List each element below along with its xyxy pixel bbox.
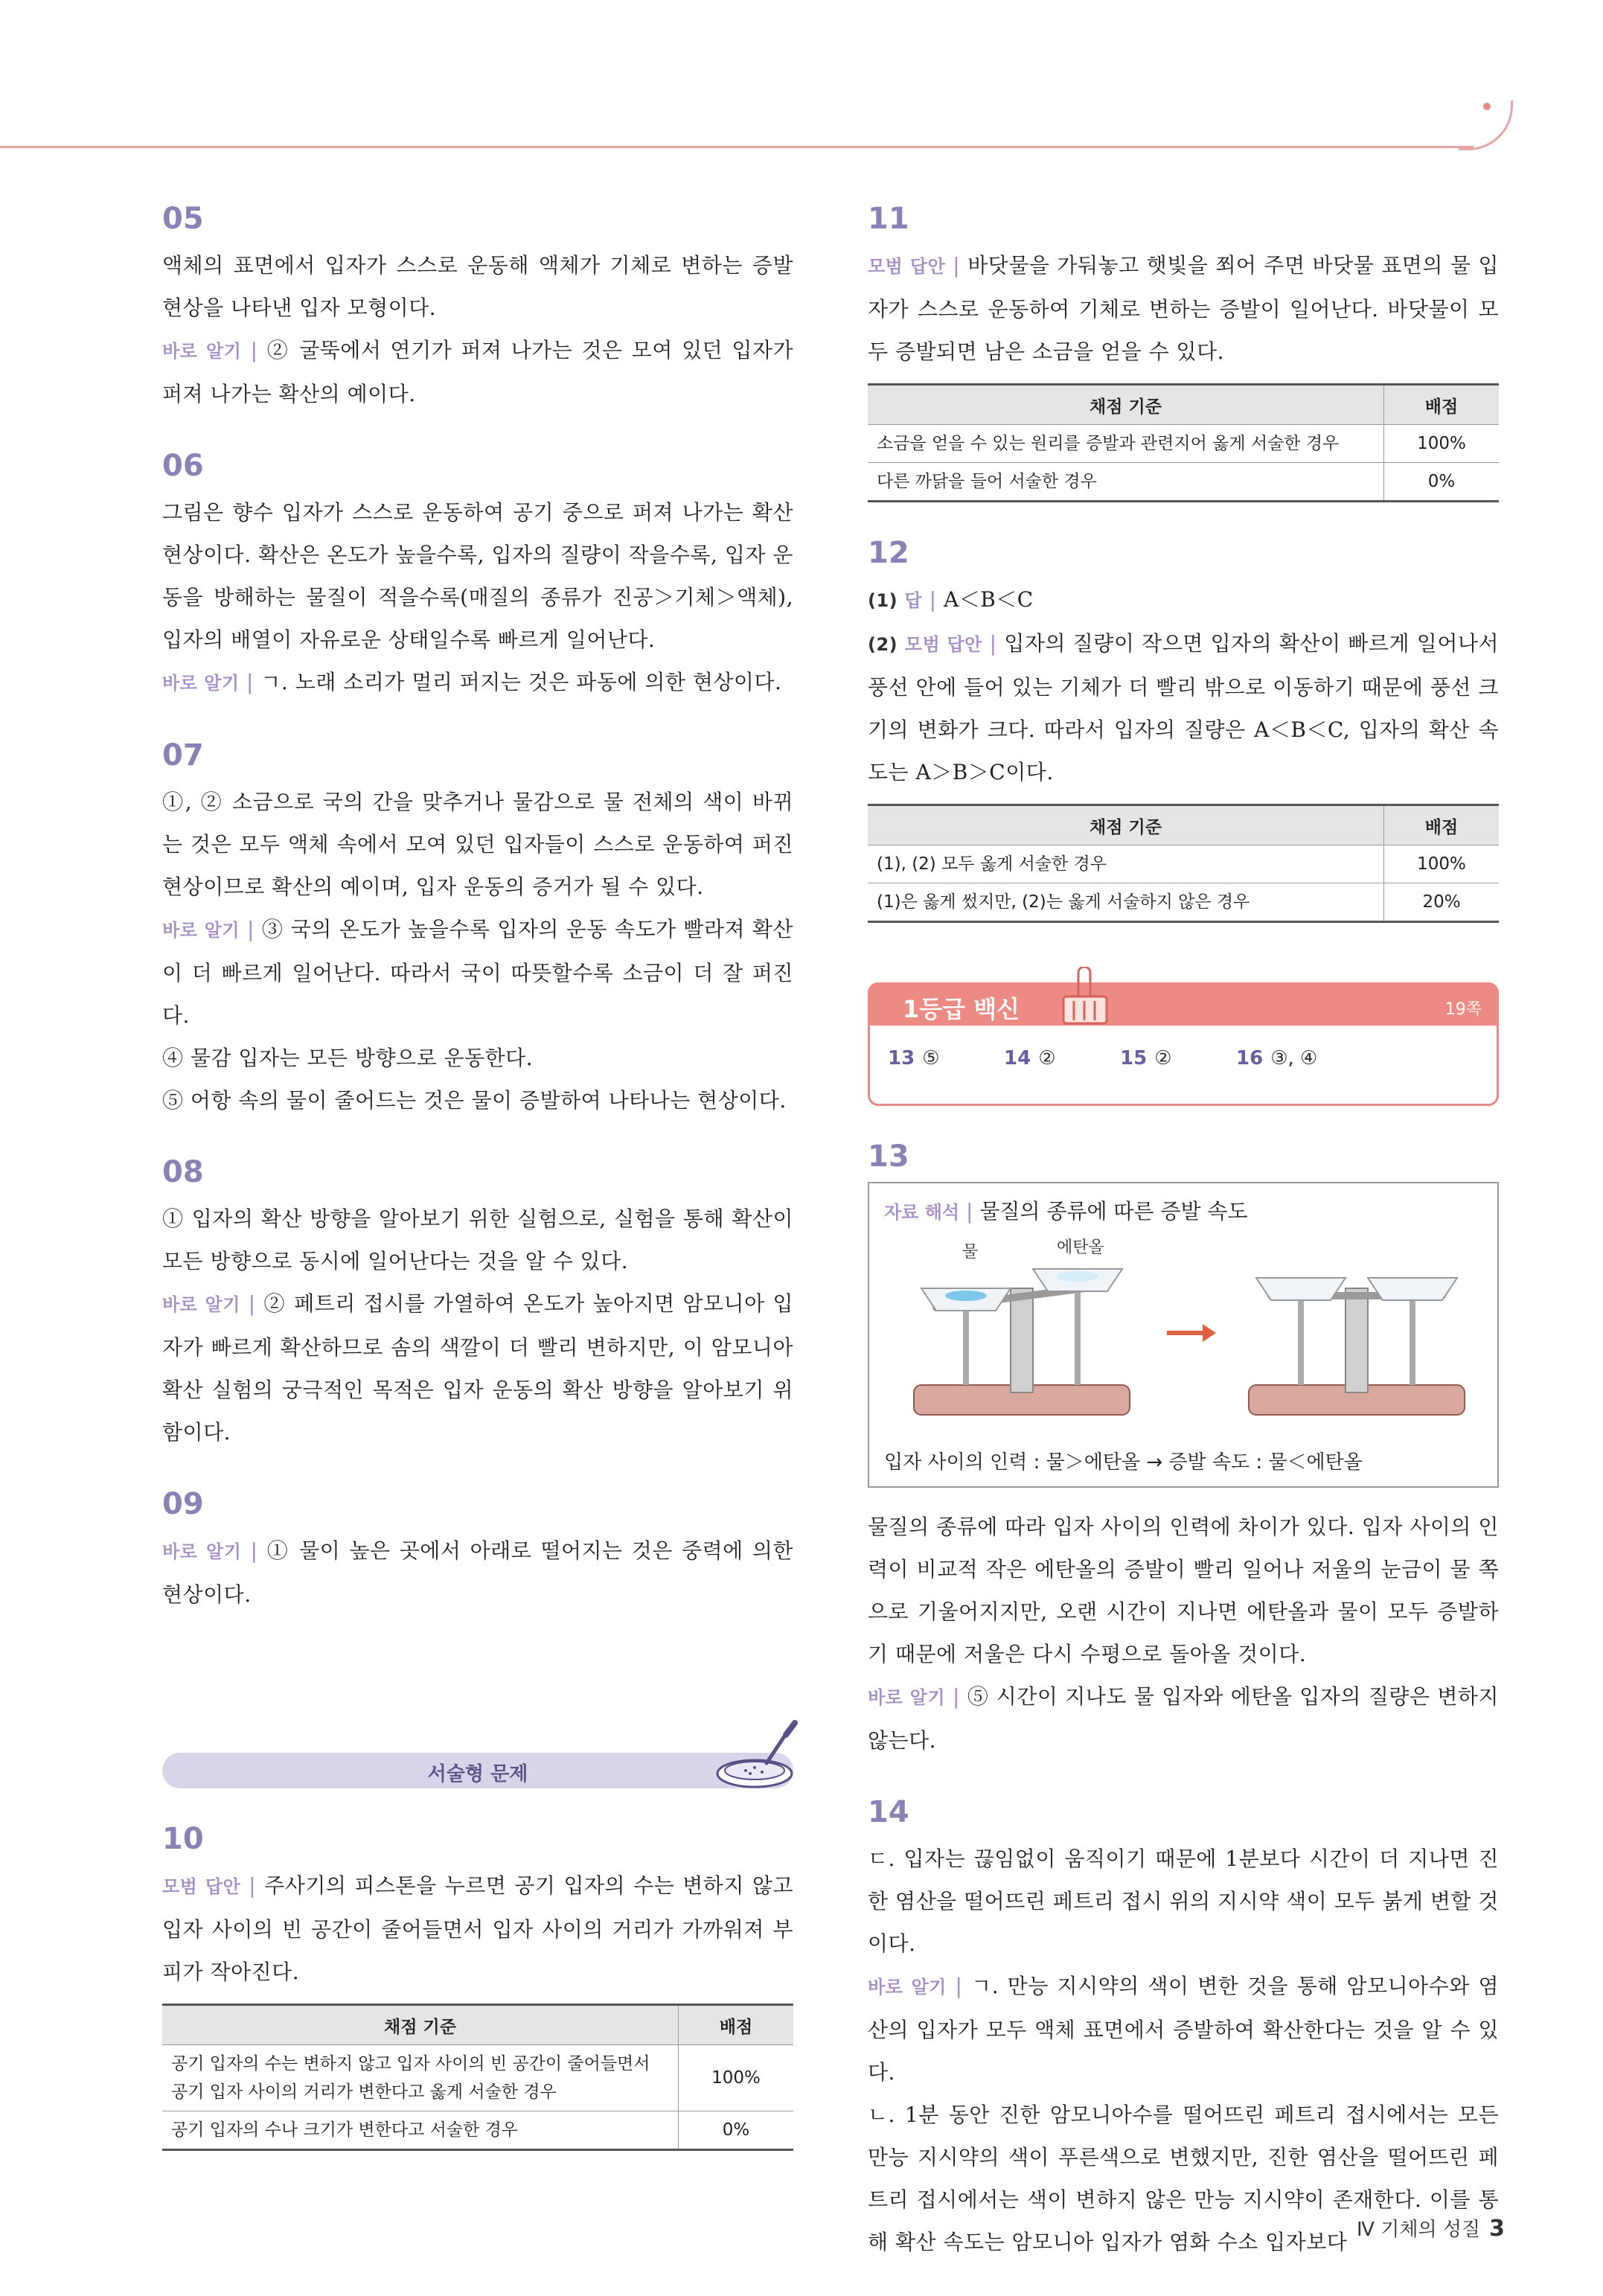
explanation-text: 물질의 종류에 따라 입자 사이의 인력에 차이가 있다. 입자 사이의 인력이 비교적 작은 에탄올의 증발이 빨리 일어나 저울의 눈금이 물 쪽으로 기울어지지만, 오랜 시간이 지나면 에탄올과 물이 모두 증발하기 때문에 저울은 다시 수평으로 돌아올 것이다. <box>868 1515 1499 1666</box>
question-07 <box>162 738 793 1122</box>
bar-text: ㄱ. 만능 지시약의 색이 변한 것을 통해 암모니아수와 염산의 입자가 모두 액체 표면에서 증발하여 확산한다는 것을 알 수 있다. <box>868 1974 1499 2085</box>
question-number: 07 <box>162 738 204 773</box>
header-rule <box>0 146 1474 148</box>
ethanol-label: 에탄올 <box>1057 1238 1104 1257</box>
grade-answer <box>1004 1047 1056 1069</box>
criteria-cell: (1), (2) 모두 옳게 서술한 경우 <box>868 845 1384 883</box>
bar-note: 바로 알기 | ⑤ 시간이 지나도 물 입자와 에탄올 입자의 질량은 변하지 않는다. <box>868 1684 1500 1753</box>
question-number: 09 <box>162 1487 204 1521</box>
model-label: 모범 답안 <box>162 1876 241 1897</box>
criteria-header: 채점 기준 <box>868 805 1384 845</box>
explanation-text: 액체의 표면에서 입자가 스스로 운동해 액체가 기체로 변하는 증발 현상을 나타낸 입자 모형이다. <box>162 253 793 320</box>
data-label: 자료 해석 <box>884 1202 960 1223</box>
model-text: 바닷물을 가둬놓고 햇빛을 쬐어 주면 바닷물 표면의 물 입자가 스스로 운동하여 기체로 변하는 증발이 일어난다. 바닷물이 모두 증발되면 남은 소금을 얻을 수 있다. <box>868 253 1500 364</box>
question-05 <box>162 201 793 415</box>
data-caption-text: 물질의 종류에 따른 증발 속도 <box>979 1199 1248 1224</box>
question-12 <box>868 535 1499 923</box>
part-number: (1) <box>868 590 898 611</box>
bar-text: ② 페트리 접시를 가열하여 온도가 높아지면 암모니아 입자가 빠르게 확산하므로 솜의 색깔이 더 빨리 변하지만, 이 암모니아 확산 실험의 궁극적인 목적은 입자 운동의 확산 방향을 알아보기 위함이다. <box>162 1291 793 1445</box>
explanation-text: ㄷ. 입자는 끊임없이 움직이기 때문에 1분보다 시간이 더 지나면 진한 염산을 떨어뜨린 페트리 접시 위의 지시약 색이 모두 붉게 변할 것이다. <box>868 1846 1499 1956</box>
left-column <box>162 201 793 2184</box>
part-1-answer: (1) 답 | A＜B＜C <box>868 587 1034 612</box>
bar-text: ① 물이 높은 곳에서 아래로 떨어지는 것은 중력에 의한 현상이다. <box>162 1538 793 1607</box>
chapter-title: Ⅳ 기체의 성질 <box>1357 2219 1481 2241</box>
bar-label: 바로 알기 <box>162 920 240 941</box>
criteria-cell: 공기 입자의 수는 변하지 않고 입자 사이의 빈 공간이 줄어들면서 공기 입자 사이의 거리가 변한다고 옳게 서술한 경우 <box>162 2045 679 2111</box>
table-row <box>868 845 1499 883</box>
points-header: 배점 <box>679 2005 794 2045</box>
question-13 <box>868 1139 1499 1762</box>
right-column <box>868 201 1499 2296</box>
bar-label: 바로 알기 <box>162 1541 242 1562</box>
question-number: 14 <box>868 1795 909 1829</box>
bar-text: ② 굴뚝에서 연기가 퍼져 나가는 것은 모여 있던 입자가 퍼져 나가는 확산의 예이다. <box>162 338 793 406</box>
water-label: 물 <box>962 1243 979 1261</box>
data-conclusion: 입자 사이의 인력 : 물＞에탄올 → 증발 속도 : 물＜에탄올 <box>884 1451 1363 1474</box>
page-footer <box>1357 2214 1505 2242</box>
scoring-table <box>868 804 1499 923</box>
points-cell: 100% <box>679 2045 794 2111</box>
grade-answer <box>1236 1047 1317 1069</box>
answer-number: 16 <box>1236 1047 1264 1069</box>
question-number: 08 <box>162 1155 204 1189</box>
petri-dish-icon <box>713 1720 802 1794</box>
answer-value: ② <box>1154 1047 1172 1069</box>
answer-number: 14 <box>1004 1047 1031 1069</box>
question-number: 12 <box>868 536 909 570</box>
question-number: 06 <box>162 449 204 483</box>
model-answer: 모범 답안 | 주사기의 피스톤을 누르면 공기 입자의 수는 변하지 않고 입자 사이의 빈 공간이 줄어들면서 입자 사이의 거리가 가까워져 부피가 작아진다. <box>162 1873 793 1984</box>
bar-note: 바로 알기 | ① 물이 높은 곳에서 아래로 떨어지는 것은 중력에 의한 현상이다. <box>162 1538 793 1607</box>
question-06 <box>162 448 793 705</box>
grade-box-page: 19쪽 <box>1444 1000 1482 1019</box>
points-cell: 100% <box>1384 425 1500 463</box>
question-14 <box>868 1794 1499 2263</box>
answer-number: 13 <box>888 1047 915 1069</box>
criteria-header: 채점 기준 <box>868 385 1384 425</box>
bar-label: 바로 알기 <box>162 341 242 362</box>
question-11 <box>868 201 1499 502</box>
question-number: 10 <box>162 1822 204 1856</box>
points-cell: 0% <box>679 2111 794 2150</box>
part-2-answer: (2) 모범 답안 | 입자의 질량이 작으면 입자의 확산이 빠르게 일어나서 풍선 안에 들어 있는 기체가 더 빨리 밖으로 이동하기 때문에 풍선 크기의 변화가 크다. 따라서 입자의 질량은 A＜B＜C, 입자의 확산 속도는 A＞B＞C이다. <box>868 631 1499 784</box>
criteria-cell: (1)은 옳게 썼지만, (2)는 옳게 서술하지 않은 경우 <box>868 883 1384 922</box>
part-2-text: 입자의 질량이 작으면 입자의 확산이 빠르게 일어나서 풍선 안에 들어 있는 기체가 더 빨리 밖으로 이동하기 때문에 풍선 크기의 변화가 크다. 따라서 입자의 질량은 A＜B＜C, 입자의 확산 속도는 A＞B＞C이다. <box>868 631 1499 784</box>
balance-scale-illustration <box>884 1236 1479 1437</box>
model-text: 주사기의 피스톤을 누르면 공기 입자의 수는 변하지 않고 입자 사이의 빈 공간이 줄어들면서 입자 사이의 거리가 가까워져 부피가 작아진다. <box>162 1873 793 1984</box>
answer-value: ③, ④ <box>1270 1047 1318 1069</box>
balance-figure <box>884 1236 1482 1437</box>
table-row <box>868 463 1499 502</box>
criteria-header: 채점 기준 <box>162 2005 679 2045</box>
data-caption: 자료 해석 | 물질의 종류에 따른 증발 속도 <box>884 1199 1248 1224</box>
part-1-text: A＜B＜C <box>943 587 1034 612</box>
scoring-table <box>868 383 1499 502</box>
question-09 <box>162 1486 793 1616</box>
bar-label: 바로 알기 <box>162 673 240 694</box>
bar-text: ㄱ. 노래 소리가 멀리 퍼지는 것은 파동에 의한 현상이다. <box>260 670 782 694</box>
explanation-text: 그림은 향수 입자가 스스로 운동하여 공기 중으로 퍼져 나가는 확산 현상이다. 확산은 온도가 높을수록, 입자의 질량이 작을수록, 입자 운동을 방해하는 물질이 적을수록(매질의 종류가 진공＞기체＞액체), 입자의 배열이 자유로운 상태일수록 빠르게 일어난다. <box>162 500 793 652</box>
test-tube-rack-icon <box>1056 967 1116 1034</box>
question-number: 13 <box>868 1139 909 1174</box>
extra-note-2: ⑤ 어항 속의 물이 줄어드는 것은 물이 증발하여 나타나는 현상이다. <box>162 1088 787 1113</box>
points-header: 배점 <box>1384 805 1500 845</box>
grade-answer <box>1120 1047 1172 1069</box>
answer-number: 15 <box>1120 1047 1148 1069</box>
criteria-cell: 소금을 얻을 수 있는 원리를 증발과 관련지어 옳게 서술한 경우 <box>868 425 1384 463</box>
bar-note: 바로 알기 | ③ 국의 온도가 높을수록 입자의 운동 속도가 빨라져 확산이 더 빠르게 일어난다. 따라서 국이 따뜻할수록 소금이 더 잘 퍼진다. <box>162 917 794 1028</box>
answer-value: ② <box>1038 1047 1056 1069</box>
table-row <box>162 2111 793 2150</box>
part-number: (2) <box>868 634 898 655</box>
bar-text: ③ 국의 온도가 높을수록 입자의 운동 속도가 빨라져 확산이 더 빠르게 일어난다. 따라서 국이 따뜻할수록 소금이 더 잘 퍼진다. <box>162 917 794 1028</box>
question-08 <box>162 1154 793 1454</box>
bar-note: 바로 알기 | ② 페트리 접시를 가열하여 온도가 높아지면 암모니아 입자가 빠르게 확산하므로 솜의 색깔이 더 빨리 변하지만, 이 암모니아 확산 실험의 궁극적인 목적은 입자 운동의 확산 방향을 알아보기 위함이다. <box>162 1291 793 1445</box>
page-number: 3 <box>1489 2216 1505 2242</box>
extra-note-1: ④ 물감 입자는 모든 방향으로 운동한다. <box>162 1046 534 1070</box>
data-analysis-box <box>868 1182 1499 1488</box>
points-cell: 20% <box>1384 883 1500 922</box>
bar-label: 바로 알기 <box>868 1687 946 1708</box>
points-header: 배점 <box>1384 385 1500 425</box>
grade-vaccine-box <box>868 982 1499 1106</box>
extra-note: ㄴ. 1분 동안 진한 암모니아수를 떨어뜨린 페트리 접시에서는 모든 만능 지시약의 색이 푸른색으로 변했지만, 진한 염산을 떨어뜨린 페트리 접시에서는 색이 변하지 않은 만능 지시약이 존재한다. 이를 통해 확산 속도는 암모니아 입자가 염화 수소 입자보다 <box>868 2102 1499 2254</box>
bar-note: 바로 알기 | ㄱ. 노래 소리가 멀리 퍼지는 것은 파동에 의한 현상이다. <box>162 670 782 694</box>
grade-box-title: 1등급 백신 <box>903 995 1020 1023</box>
bar-label: 바로 알기 <box>868 1977 947 1998</box>
header-dot <box>1483 103 1491 110</box>
answer-value: ⑤ <box>922 1047 940 1069</box>
arrow-right-icon <box>1203 1324 1216 1342</box>
explanation-text: ① 입자의 확산 방향을 알아보기 위한 실험으로, 실험을 통해 확산이 모든 방향으로 동시에 일어난다는 것을 알 수 있다. <box>162 1206 793 1273</box>
essay-banner <box>162 1750 793 1788</box>
bar-text: ⑤ 시간이 지나도 물 입자와 에탄올 입자의 질량은 변하지 않는다. <box>868 1684 1500 1753</box>
points-cell: 100% <box>1384 845 1500 883</box>
table-row <box>868 425 1499 463</box>
scoring-table <box>162 2004 793 2151</box>
table-row <box>868 883 1499 922</box>
model-label: 모범 답안 <box>868 256 946 277</box>
bar-note: 바로 알기 | ㄱ. 만능 지시약의 색이 변한 것을 통해 암모니아수와 염산의 입자가 모두 액체 표면에서 증발하여 확산한다는 것을 알 수 있다. <box>868 1974 1499 2085</box>
explanation-text: ①, ② 소금으로 국의 간을 맞추거나 물감으로 물 전체의 색이 바뀌는 것은 모두 액체 속에서 모여 있던 입자들이 스스로 운동하여 퍼진 현상이므로 확산의 예이며, 입자 운동의 증거가 될 수 있다. <box>162 790 793 899</box>
table-row <box>162 2045 793 2111</box>
points-cell: 0% <box>1384 463 1500 502</box>
answer-label: 답 <box>904 590 923 611</box>
grade-answer <box>888 1047 940 1069</box>
criteria-cell: 공기 입자의 수나 크기가 변한다고 서술한 경우 <box>162 2111 679 2150</box>
model-answer: 모범 답안 | 바닷물을 가둬놓고 햇빛을 쬐어 주면 바닷물 표면의 물 입자가 스스로 운동하여 기체로 변하는 증발이 일어난다. 바닷물이 모두 증발되면 남은 소금을 얻을 수 있다. <box>868 253 1500 364</box>
question-number: 05 <box>162 202 204 236</box>
question-number: 11 <box>868 202 909 236</box>
essay-banner-title: 서술형 문제 <box>427 1763 528 1785</box>
criteria-cell: 다른 까닭을 들어 서술한 경우 <box>868 463 1384 502</box>
question-10 <box>162 1821 793 2151</box>
model-label: 모범 답안 <box>904 634 982 655</box>
bar-label: 바로 알기 <box>162 1294 240 1315</box>
bar-note: 바로 알기 | ② 굴뚝에서 연기가 퍼져 나가는 것은 모여 있던 입자가 퍼져 나가는 확산의 예이다. <box>162 338 793 406</box>
